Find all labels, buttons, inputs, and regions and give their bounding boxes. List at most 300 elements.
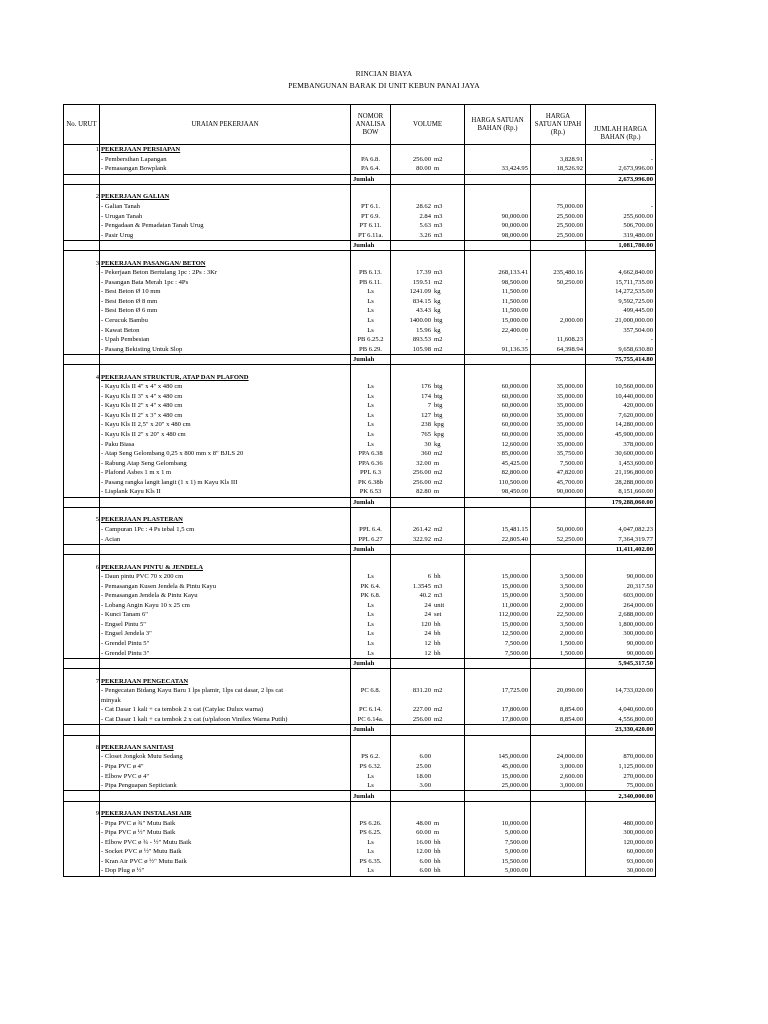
volume-unit: m3 [434,231,443,239]
empty-cell [586,145,656,155]
item-description: - Kunci Tanam 6" [100,610,351,620]
empty-cell [64,735,100,743]
empty-cell [100,544,351,555]
empty-cell [64,365,100,373]
empty-cell [100,365,351,373]
item-description: - Rabung Atap Seng Gelombang [100,458,351,468]
subtotal-label: Jumlah [351,791,391,802]
empty-cell [64,221,100,231]
item-bow: PS 6.25. [351,828,391,838]
section-title: PEKERJAAN PASANGAN/ BETON [100,258,351,268]
empty-cell [64,487,100,497]
empty-cell [531,508,586,516]
volume-unit: btg [434,392,443,400]
empty-cell [465,676,531,686]
item-jumlah: 60,000.00 [586,847,656,857]
empty-cell [531,515,586,525]
volume-value: 60.00 [416,829,431,837]
empty-cell [391,735,465,743]
item-description: - Atap Seng Gelombang 0,25 x 800 mm x 8" BJLS 20 [100,449,351,459]
item-harga-upah: 3,000.00 [531,762,586,772]
empty-cell [531,562,586,572]
volume-unit: bh [434,573,441,581]
volume-cell [391,818,465,828]
document-title: RINCIAN BIAYA [355,69,413,78]
empty-cell [531,544,586,555]
volume-value: 238 [421,421,431,429]
volume-cell [391,316,465,326]
volume-cell [391,325,465,335]
item-harga-upah: 1,500.00 [531,639,586,649]
volume-value: 17.39 [416,269,431,277]
volume-value: 834.15 [412,297,431,305]
table-row [64,639,656,649]
item-bow: PT 6.9. [351,211,391,221]
empty-cell [391,725,465,736]
item-jumlah: 90,000.00 [586,572,656,582]
volume-value: 24 [424,630,431,638]
item-harga-upah: 35,750.00 [531,449,586,459]
item-description: - Pekerjaan Beton Bertulang 1pc : 2Ps : 3Kr [100,268,351,278]
table-row [64,382,656,392]
item-bow: Ls [351,648,391,658]
empty-cell [391,809,465,819]
volume-cell [391,211,465,221]
item-harga-bahan: 11,500.00 [465,306,531,316]
volume-value: 12 [424,639,431,647]
item-description: - Kayu Kls II 2,5" x 20" x 480 cm [100,420,351,430]
item-jumlah: 28,288,000.00 [586,478,656,488]
table-row [64,686,656,696]
empty-cell [64,752,100,762]
volume-unit: bh [434,649,441,657]
item-harga-bahan: 82,800.00 [465,468,531,478]
item-description: - Cerucuk Bambu [100,316,351,326]
empty-cell [465,669,531,677]
empty-cell [531,809,586,819]
empty-cell [391,801,465,809]
item-harga-bahan: 33,424.95 [465,164,531,174]
item-jumlah: 603,000.00 [586,591,656,601]
item-jumlah: 4,047,082.23 [586,525,656,535]
item-bow: Ls [351,382,391,392]
empty-cell [391,669,465,677]
volume-value: 261.42 [412,525,431,533]
table-row [64,221,656,231]
empty-cell [351,515,391,525]
item-harga-bahan: 17,800.00 [465,705,531,715]
item-description: - Lobang Angin Kayu 10 x 25 cm [100,601,351,611]
empty-cell [531,676,586,686]
volume-value: 360 [421,450,431,458]
empty-cell [64,382,100,392]
item-description: - Pasang rangka langit langit (1 x 1) m Kayu Kls III [100,478,351,488]
subtotal-label: Jumlah [351,354,391,365]
volume-cell [391,392,465,402]
volume-unit: bh [434,848,441,856]
volume-unit: btg [434,411,443,419]
empty-cell [531,174,586,185]
volume-unit: m3 [434,212,443,220]
empty-cell [351,365,391,373]
item-harga-bahan: 5,000.00 [465,847,531,857]
table-row [64,857,656,867]
table-row [64,771,656,781]
empty-cell [465,174,531,185]
subtotal-label: Jumlah [351,497,391,508]
empty-cell [64,164,100,174]
empty-cell [351,801,391,809]
item-harga-upah: 35,000.00 [531,392,586,402]
empty-cell [586,801,656,809]
empty-cell [391,555,465,563]
table-row [64,478,656,488]
table-row [64,268,656,278]
volume-unit: unit [434,601,445,609]
section-header-row [64,676,656,686]
item-harga-bahan: 15,000.00 [465,581,531,591]
item-jumlah: 300,000.00 [586,629,656,639]
empty-cell [100,791,351,802]
item-harga-upah: 3,000.00 [531,781,586,791]
item-bow: PT 6.1. [351,202,391,212]
item-harga-bahan: 112,000.00 [465,610,531,620]
item-description: - Pasangan Bata Merah 1pc : 4Ps [100,278,351,288]
empty-cell [586,251,656,259]
subtotal-row [64,174,656,185]
spacer-row [64,669,656,677]
empty-cell [351,809,391,819]
section-number: 3 [64,258,100,268]
volume-cell [391,155,465,165]
volume-unit: kpg [434,431,444,439]
volume-cell [391,781,465,791]
empty-cell [64,230,100,240]
empty-cell [391,174,465,185]
item-harga-upah: 24,000.00 [531,752,586,762]
item-jumlah: 21,196,800.00 [586,468,656,478]
empty-cell [64,316,100,326]
table-row [64,715,656,725]
volume-cell [391,344,465,354]
empty-cell [64,629,100,639]
item-bow: Ls [351,287,391,297]
empty-cell [465,508,531,516]
item-bow: PK 6.4. [351,581,391,591]
empty-cell [64,508,100,516]
volume-value: 6 [427,573,431,581]
volume-cell [391,715,465,725]
empty-cell [64,791,100,802]
empty-cell [531,365,586,373]
empty-cell [351,676,391,686]
volume-value: 12.00 [416,848,431,856]
volume-cell [391,458,465,468]
item-bow: PB 6.11. [351,278,391,288]
empty-cell [64,478,100,488]
item-bow: PB 6.25.2 [351,335,391,345]
item-jumlah: 21,000,000.00 [586,316,656,326]
volume-value: 43.43 [416,307,431,315]
item-bow: PT 6.11a. [351,230,391,240]
empty-cell [531,725,586,736]
subtotal-value: 11,411,402.00 [586,544,656,555]
section-title: PEKERJAAN PERSIAPAN [100,145,351,155]
item-jumlah: 30,600,000.00 [586,449,656,459]
subtotal-label: Jumlah [351,174,391,185]
volume-unit: m [434,488,440,496]
table-row [64,458,656,468]
empty-cell [351,251,391,259]
item-jumlah: 14,733,020.00 [586,686,656,696]
empty-cell [391,240,465,251]
item-bow: PPA 6.36 [351,458,391,468]
volume-unit: btg [434,317,443,325]
volume-unit: bh [434,620,441,628]
item-description: - Campuran 1Pc : 4 Ps tebal 1,5 cm [100,525,351,535]
table-row [64,828,656,838]
empty-cell [64,534,100,544]
empty-cell [64,449,100,459]
empty-cell [351,735,391,743]
table-row [64,866,656,876]
table-row [64,335,656,345]
item-harga-bahan: 60,000.00 [465,401,531,411]
item-bow: Ls [351,847,391,857]
item-jumlah: 4,662,840.00 [586,268,656,278]
item-description: - Besi Beton Ø 8 mm [100,297,351,307]
table-row [64,610,656,620]
volume-value: 831.20 [412,687,431,695]
volume-value: 120 [421,620,431,628]
table-row [64,581,656,591]
volume-cell [391,268,465,278]
item-harga-upah: 75,000.00 [531,202,586,212]
item-harga-upah [531,866,586,876]
empty-cell [64,155,100,165]
item-harga-upah: 3,500.00 [531,620,586,630]
item-bow: Ls [351,325,391,335]
empty-cell [465,185,531,193]
item-description: - Pipa PVC ø ½" Mutu Baik [100,828,351,838]
volume-cell [391,828,465,838]
empty-cell [391,562,465,572]
item-harga-upah [531,306,586,316]
empty-cell [64,174,100,185]
empty-cell [351,258,391,268]
empty-cell [465,365,531,373]
item-jumlah: 4,040,600.00 [586,705,656,715]
item-bow: Ls [351,401,391,411]
header-uraian: URAIAN PEKERJAAN [100,105,351,145]
volume-cell [391,686,465,696]
item-description: - Pengadaan & Pemadatan Tanah Urug [100,221,351,231]
item-description: - Kayu Kls II 3" x 4" x 480 cm [100,392,351,402]
volume-unit: btg [434,383,443,391]
volume-value: 227.00 [412,706,431,714]
item-jumlah: 1,800,000.00 [586,620,656,630]
volume-cell [391,648,465,658]
volume-cell [391,857,465,867]
section-number: 7 [64,676,100,686]
item-bow: Ls [351,420,391,430]
item-harga-bahan: 12,600.00 [465,439,531,449]
spacer-row [64,251,656,259]
item-harga-bahan: 45,425.00 [465,458,531,468]
item-harga-upah: 3,500.00 [531,581,586,591]
item-bow: Ls [351,430,391,440]
item-harga-bahan: 11,500.00 [465,297,531,307]
item-harga-bahan: 85,000.00 [465,449,531,459]
volume-value: 12 [424,649,431,657]
empty-cell [586,809,656,819]
item-jumlah: 255,600.00 [586,211,656,221]
volume-value: 82.80 [416,488,431,496]
item-jumlah: 1,453,600.00 [586,458,656,468]
volume-value: 322.92 [412,535,431,543]
item-harga-upah: 35,000.00 [531,430,586,440]
item-jumlah: - [586,335,656,345]
item-harga-bahan: - [465,335,531,345]
empty-cell [64,801,100,809]
spacer-row [64,185,656,193]
item-harga-upah [531,325,586,335]
item-harga-bahan [465,202,531,212]
item-jumlah: 90,000.00 [586,648,656,658]
empty-cell [391,185,465,193]
table-row [64,401,656,411]
empty-cell [64,828,100,838]
volume-value: 25.00 [416,762,431,770]
empty-cell [64,781,100,791]
item-description: - Pipa PVC ø ¾" Mutu Baik [100,818,351,828]
item-bow: PPL 6.27 [351,534,391,544]
volume-unit: m2 [434,345,443,353]
item-jumlah: 45,900,000.00 [586,430,656,440]
empty-cell [64,411,100,421]
subtotal-value: 5,945,317.50 [586,658,656,669]
empty-cell [100,801,351,809]
table-row [64,487,656,497]
table-row [64,838,656,848]
item-bow: PPL 6.4. [351,525,391,535]
table-row [64,534,656,544]
empty-cell [586,372,656,382]
item-bow: Ls [351,411,391,421]
empty-cell [465,725,531,736]
volume-unit: bh [434,630,441,638]
section-number: 1 [64,145,100,155]
item-harga-upah: 45,700.00 [531,478,586,488]
item-jumlah: 14,272,535.00 [586,287,656,297]
volume-unit: m3 [434,582,443,590]
item-bow: PK 6.53 [351,487,391,497]
item-harga-bahan: 110,500.00 [465,478,531,488]
empty-cell [64,325,100,335]
item-description: - Pemasangan Kusen Jendela & Pintu Kayu [100,581,351,591]
item-bow: Ls [351,781,391,791]
item-harga-bahan: 15,000.00 [465,591,531,601]
volume-cell [391,838,465,848]
section-header-row [64,192,656,202]
volume-cell [391,534,465,544]
subtotal-label: Jumlah [351,725,391,736]
subtotal-label: Jumlah [351,658,391,669]
item-jumlah: - [586,155,656,165]
empty-cell [64,669,100,677]
empty-cell [64,771,100,781]
volume-value: 30 [424,440,431,448]
item-harga-bahan: 22,805.40 [465,534,531,544]
item-harga-bahan [465,695,531,705]
volume-unit: m [434,459,440,467]
volume-unit: m2 [434,336,443,344]
volume-cell [391,610,465,620]
empty-cell [64,525,100,535]
item-harga-upah: 35,000.00 [531,439,586,449]
volume-cell [391,382,465,392]
item-harga-upah [531,847,586,857]
item-bow: PT 6.11. [351,221,391,231]
volume-unit: kg [434,297,441,305]
item-description: - Kran Air PVC ø ½" Mutu Baik [100,857,351,867]
empty-cell [64,468,100,478]
empty-cell [100,735,351,743]
volume-unit: m [434,829,440,837]
section-title: PEKERJAAN SANITASI [100,743,351,753]
empty-cell [465,497,531,508]
empty-cell [64,430,100,440]
item-harga-upah: 3,500.00 [531,591,586,601]
item-harga-bahan: 17,725.00 [465,686,531,696]
item-description: - Kawat Beton [100,325,351,335]
item-harga-bahan: 17,800.00 [465,715,531,725]
item-bow: Ls [351,639,391,649]
item-description: - Galian Tanah [100,202,351,212]
empty-cell [465,544,531,555]
item-bow: Ls [351,601,391,611]
table-row [64,648,656,658]
subtotal-value: 2,673,996.00 [586,174,656,185]
empty-cell [64,202,100,212]
item-harga-upah: 20,090.00 [531,686,586,696]
item-jumlah: 7,620,000.00 [586,411,656,421]
item-harga-upah: 2,600.00 [531,771,586,781]
empty-cell [64,354,100,365]
volume-unit: m2 [434,715,443,723]
volume-value: 24 [424,611,431,619]
item-description: - Kayu Kls II 2" x 4" x 480 cm [100,401,351,411]
empty-cell [64,818,100,828]
item-jumlah: 378,000.00 [586,439,656,449]
document-subtitle: PEMBANGUNAN BARAK DI UNIT KEBUN PANAI JAYA [288,81,480,90]
empty-cell [391,192,465,202]
table-row [64,468,656,478]
item-description: - Pemasangan Bowplank [100,164,351,174]
volume-cell [391,278,465,288]
volume-unit: bh [434,857,441,865]
table-row [64,306,656,316]
table-row [64,411,656,421]
empty-cell [64,847,100,857]
volume-value: 2.84 [419,212,431,220]
section-header-row [64,515,656,525]
empty-cell [100,725,351,736]
table-body [64,145,656,877]
volume-unit: kpg [434,421,444,429]
item-jumlah: 2,688,000.00 [586,610,656,620]
subtotal-row [64,658,656,669]
